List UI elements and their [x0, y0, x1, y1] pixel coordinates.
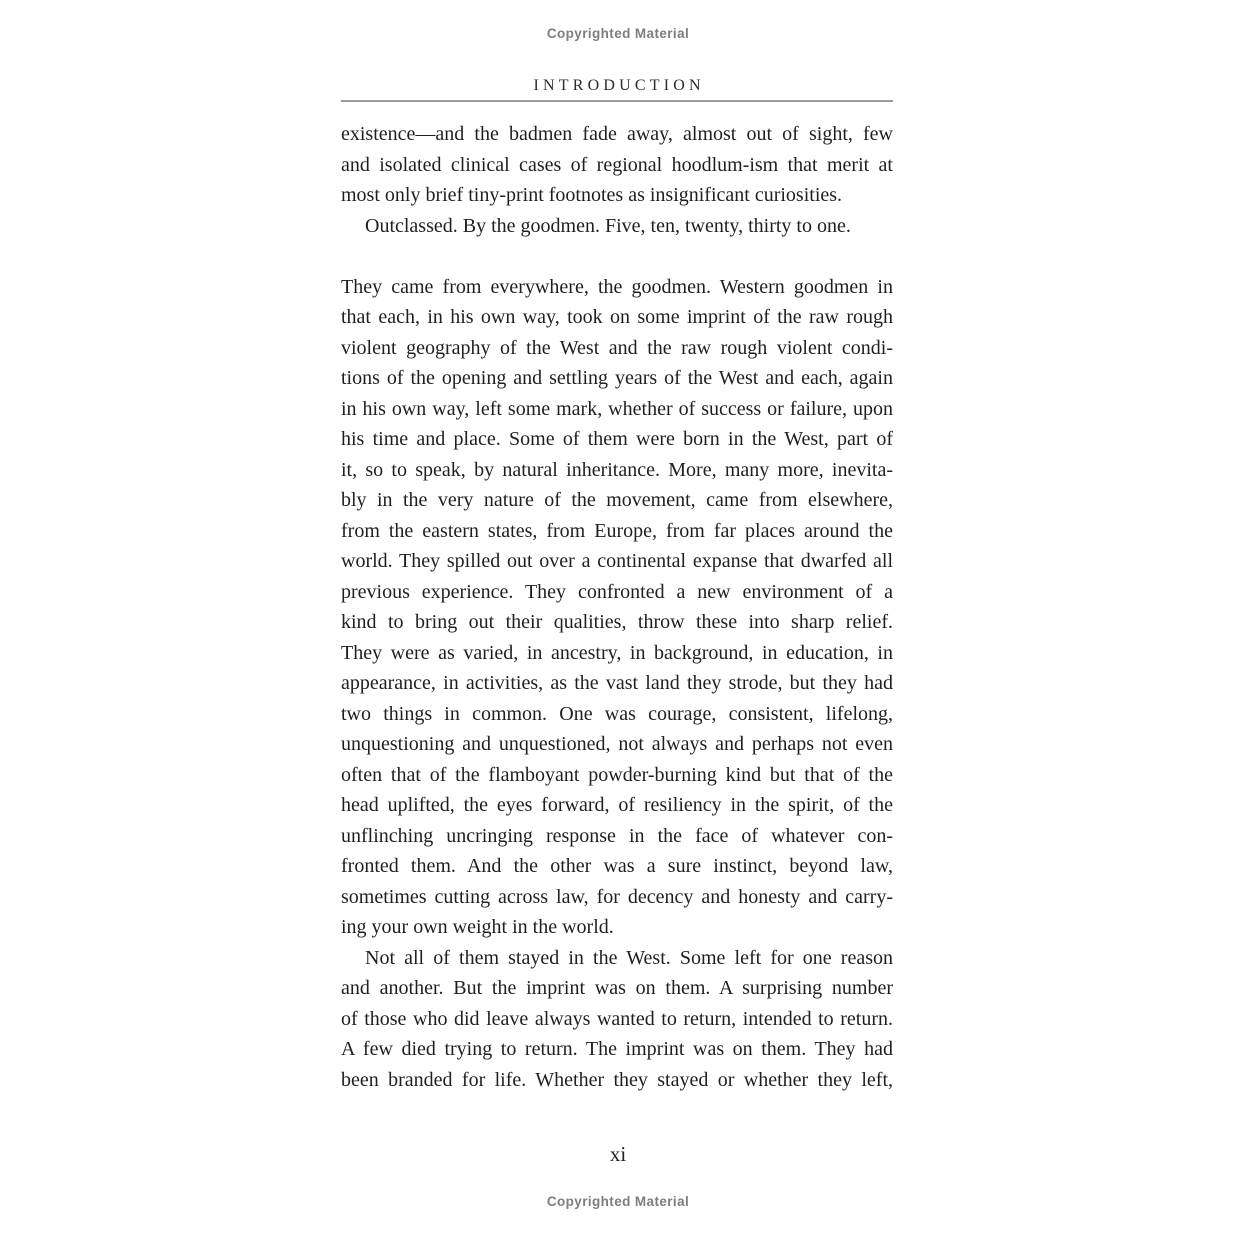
text-line: kind to bring out their qualities, throw these into sharp relief. — [341, 611, 893, 633]
copyright-notice-top: Copyrighted Material — [546, 26, 690, 41]
text-line: A few died trying to return. The imprint was on them. They had — [341, 1038, 893, 1060]
page-header — [341, 77, 893, 102]
text-line: ing your own weight in the world. — [341, 916, 614, 938]
text-line: that each, in his own way, took on some imprint of the raw rough — [341, 306, 893, 328]
copyright-notice-bottom: Copyrighted Material — [546, 1194, 690, 1209]
paragraph — [341, 119, 893, 211]
paragraph — [341, 211, 893, 242]
body-text — [341, 119, 893, 1095]
text-line: fronted them. And the other was a sure instinct, beyond law, — [341, 855, 893, 877]
text-line: world. They spilled out over a continental expanse that dwarfed all — [341, 550, 893, 572]
text-line: from the eastern states, from Europe, from far places around the — [341, 519, 893, 542]
text-line: tions of the opening and settling years of the West and each, again — [341, 367, 893, 389]
text-line: violent geography of the West and the raw rough violent condi- — [341, 336, 893, 359]
page-number: xi — [609, 1142, 627, 1166]
text-line: been branded for life. Whether they stayed or whether they left, — [341, 1068, 893, 1091]
text-line: unflinching uncringing response in the face of whatever con- — [341, 824, 893, 847]
text-line: previous experience. They confronted a new environment of a — [341, 580, 893, 603]
chapter-title: INTRODUCTION — [533, 77, 705, 94]
text-line: of those who did leave always wanted to return, intended to return. — [341, 1007, 893, 1030]
text-line: often that of the flamboyant powder-burning kind but that of the — [341, 763, 893, 786]
text-line: and isolated clinical cases of regional hoodlum-ism that merit at — [341, 153, 893, 176]
text-line: unquestioning and unquestioned, not always and perhaps not even — [341, 733, 893, 755]
text-line: two things in common. One was courage, consistent, lifelong, — [341, 702, 893, 725]
text-line: bly in the very nature of the movement, came from elsewhere, — [341, 489, 893, 511]
text-line: sometimes cutting across law, for decency and honesty and carry- — [341, 885, 893, 908]
text-line: They were as varied, in ancestry, in background, in education, in — [341, 641, 893, 664]
text-line: existence—and the badmen fade away, almost out of sight, few — [341, 123, 893, 145]
text-line: and another. But the imprint was on them. A surprising number — [341, 977, 893, 999]
paragraph — [341, 943, 893, 1096]
text-line: Not all of them stayed in the West. Some left for one reason — [365, 946, 893, 969]
paragraph — [341, 272, 893, 943]
header-rule — [341, 100, 893, 102]
text-line: his time and place. Some of them were born in the West, part of — [341, 428, 893, 450]
text-line: They came from everywhere, the goodmen. Western goodmen in — [341, 275, 893, 298]
text-line: Outclassed. By the goodmen. Five, ten, twenty, thirty to one. — [365, 214, 851, 237]
text-line: it, so to speak, by natural inheritance. More, many more, inevita- — [341, 458, 893, 481]
text-line: appearance, in activities, as the vast land they strode, but they had — [341, 672, 893, 694]
text-line: most only brief tiny-print footnotes as insignificant curiosities. — [341, 184, 843, 206]
text-line: in his own way, left some mark, whether of success or failure, upon — [341, 397, 893, 420]
text-line: head uplifted, the eyes forward, of resiliency in the spirit, of the — [341, 794, 893, 816]
